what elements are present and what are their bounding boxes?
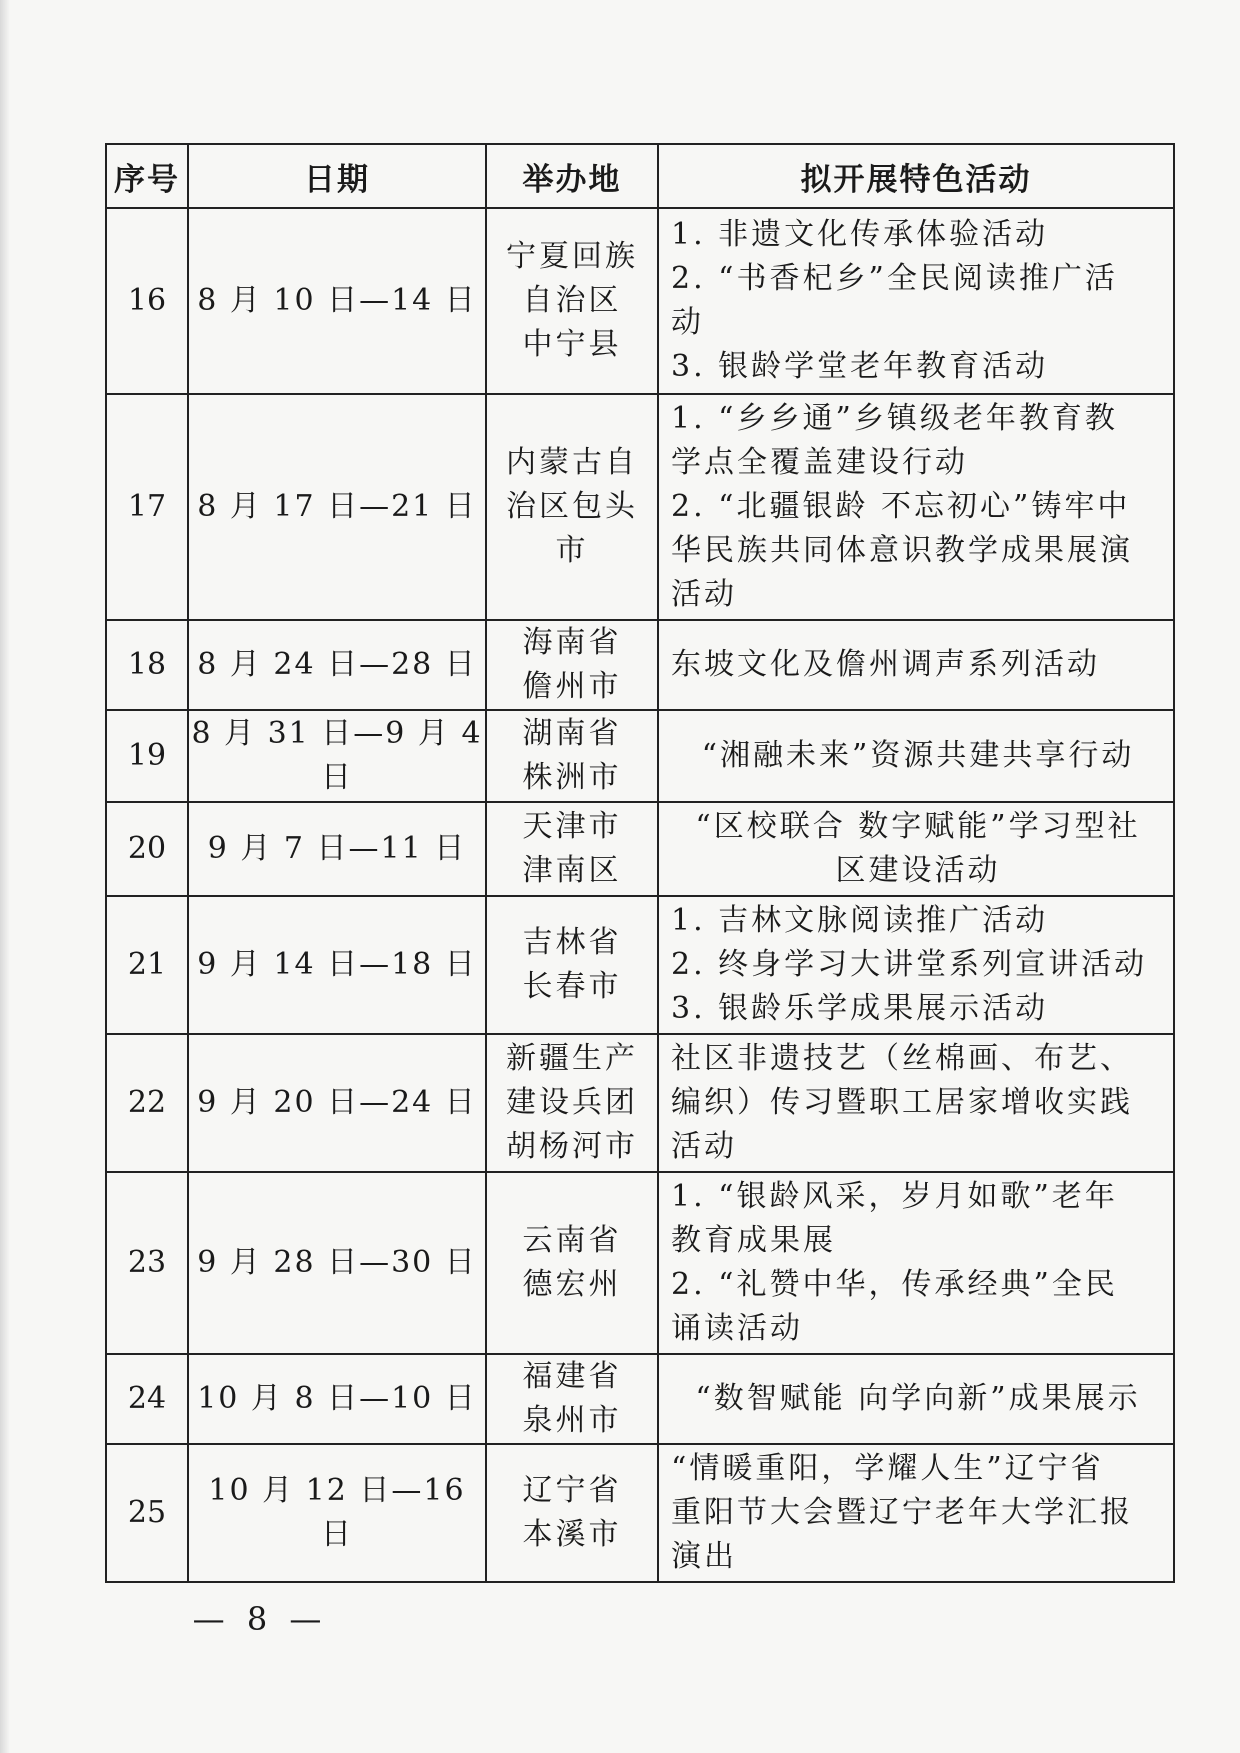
cell-venue (486, 1354, 658, 1444)
cell-activities (658, 802, 1174, 896)
cell-venue (486, 208, 658, 394)
activity-line: “湘融未来”资源共建共享行动 (701, 738, 1135, 773)
venue-line: 胡杨河市 (506, 1129, 638, 1164)
activity-line: 1. 吉林文脉阅读推广活动 (671, 903, 1049, 938)
cell-venue (486, 394, 658, 620)
cell-activities (658, 896, 1174, 1034)
table-header-row (106, 144, 1174, 208)
cell-venue (486, 620, 658, 710)
cell-activities (658, 1354, 1174, 1444)
cell-date: 8 月 31 日—9 月 4 日 (188, 710, 486, 802)
page-edge-shadow (0, 0, 10, 1753)
header-date: 日期 (188, 144, 486, 208)
activity-line: 2. 终身学习大讲堂系列宣讲活动 (671, 947, 1148, 982)
cell-serial: 16 (106, 208, 188, 394)
activity-line: 学点全覆盖建设行动 (671, 445, 968, 480)
activity-line: 诵读活动 (671, 1311, 803, 1346)
table-row (106, 1354, 1174, 1444)
table-row (106, 710, 1174, 802)
cell-activities (658, 1444, 1174, 1582)
activity-line: “情暖重阳，学耀人生”辽宁省 (671, 1451, 1104, 1486)
activity-line: 教育成果展 (671, 1223, 836, 1258)
activity-line: 1. 非遗文化传承体验活动 (671, 217, 1049, 252)
header-serial: 序号 (106, 144, 188, 208)
cell-serial: 23 (106, 1172, 188, 1354)
activity-line: 2. “礼赞中华，传承经典”全民 (671, 1267, 1118, 1302)
cell-activities (658, 1172, 1174, 1354)
cell-date: 9 月 20 日—24 日 (188, 1034, 486, 1172)
activity-line: 1. “乡乡通”乡镇级老年教育教 (671, 401, 1118, 436)
activity-line: 2. “北疆银龄 不忘初心”铸牢中 (671, 489, 1131, 524)
venue-line: 天津市 (522, 809, 622, 844)
cell-venue (486, 710, 658, 802)
activity-line: 区建设活动 (835, 853, 1001, 888)
cell-date: 10 月 8 日—10 日 (188, 1354, 486, 1444)
activity-line: 动 (671, 305, 704, 340)
activity-line: 东坡文化及儋州调声系列活动 (671, 647, 1100, 682)
activity-line: 编织）传习暨职工居家增收实践 (671, 1085, 1133, 1120)
table-body (106, 208, 1174, 1582)
activity-schedule-table (105, 143, 1175, 1583)
table-row (106, 208, 1174, 394)
venue-line: 市 (555, 533, 589, 568)
cell-serial: 20 (106, 802, 188, 896)
activity-line: 1. “银龄风采，岁月如歌”老年 (671, 1179, 1118, 1214)
cell-serial: 25 (106, 1444, 188, 1582)
venue-line: 津南区 (522, 853, 622, 888)
cell-date: 10 月 12 日—16 日 (188, 1444, 486, 1582)
venue-line: 新疆生产 (506, 1041, 638, 1076)
venue-line: 德宏州 (522, 1267, 622, 1302)
venue-line: 湖南省 (522, 716, 622, 751)
venue-line: 辽宁省 (522, 1473, 622, 1508)
venue-line: 儋州市 (522, 669, 622, 704)
venue-line: 内蒙古自 (506, 445, 638, 480)
activity-line: 演出 (671, 1539, 737, 1574)
cell-venue (486, 1172, 658, 1354)
activity-line: 华民族共同体意识教学成果展演 (671, 533, 1133, 568)
cell-date: 9 月 14 日—18 日 (188, 896, 486, 1034)
cell-venue (486, 802, 658, 896)
activity-line: “数智赋能 向学向新”成果展示 (695, 1381, 1141, 1416)
cell-date: 9 月 7 日—11 日 (188, 802, 486, 896)
page-number: — 8 — (192, 1600, 328, 1638)
activity-line: 社区非遗技艺（丝棉画、布艺、 (671, 1041, 1133, 1076)
venue-line: 株洲市 (522, 760, 622, 795)
cell-serial: 19 (106, 710, 188, 802)
activity-line: 活动 (671, 577, 737, 612)
cell-venue (486, 896, 658, 1034)
venue-line: 云南省 (522, 1223, 622, 1258)
table-row (106, 1034, 1174, 1172)
venue-line: 吉林省 (522, 925, 622, 960)
activity-line: 重阳节大会暨辽宁老年大学汇报 (671, 1495, 1133, 1530)
cell-activities (658, 710, 1174, 802)
activity-line: 3. 银龄乐学成果展示活动 (671, 991, 1049, 1026)
cell-serial: 18 (106, 620, 188, 710)
cell-venue (486, 1444, 658, 1582)
cell-date: 8 月 10 日—14 日 (188, 208, 486, 394)
header-venue: 举办地 (486, 144, 658, 208)
venue-line: 长春市 (522, 969, 622, 1004)
table-row (106, 1444, 1174, 1582)
cell-date: 8 月 17 日—21 日 (188, 394, 486, 620)
venue-line: 建设兵团 (506, 1085, 638, 1120)
cell-date: 8 月 24 日—28 日 (188, 620, 486, 710)
table-row (106, 896, 1174, 1034)
header-activities: 拟开展特色活动 (658, 144, 1174, 208)
cell-activities (658, 1034, 1174, 1172)
table-row (106, 1172, 1174, 1354)
venue-line: 福建省 (522, 1359, 622, 1394)
venue-line: 宁夏回族 (506, 239, 638, 274)
activity-line: 2. “书香杞乡”全民阅读推广活 (671, 261, 1118, 296)
venue-line: 治区包头 (506, 489, 638, 524)
table-row (106, 802, 1174, 896)
activity-line: 活动 (671, 1129, 737, 1164)
venue-line: 泉州市 (522, 1403, 622, 1438)
venue-line: 中宁县 (522, 327, 622, 362)
venue-line: 自治区 (522, 283, 622, 318)
cell-activities (658, 620, 1174, 710)
activity-line: 3. 银龄学堂老年教育活动 (671, 349, 1049, 384)
table-row (106, 394, 1174, 620)
cell-serial: 22 (106, 1034, 188, 1172)
cell-activities (658, 208, 1174, 394)
venue-line: 海南省 (522, 625, 622, 660)
table-row (106, 620, 1174, 710)
activity-line: “区校联合 数字赋能”学习型社 (695, 809, 1141, 844)
cell-activities (658, 394, 1174, 620)
venue-line: 本溪市 (522, 1517, 622, 1552)
cell-serial: 17 (106, 394, 188, 620)
cell-date: 9 月 28 日—30 日 (188, 1172, 486, 1354)
cell-venue (486, 1034, 658, 1172)
cell-serial: 24 (106, 1354, 188, 1444)
cell-serial: 21 (106, 896, 188, 1034)
